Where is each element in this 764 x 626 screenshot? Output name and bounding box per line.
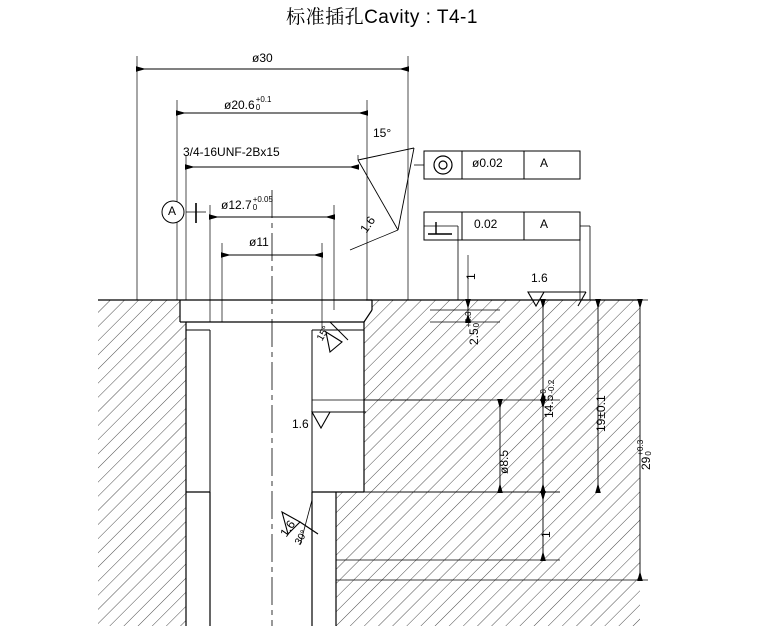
- dim-depth-2-5: 2.5 +0.3 0: [464, 311, 481, 345]
- page-title: 标准插孔Cavity : T4-1: [286, 7, 478, 28]
- tol-lower: 0: [644, 451, 653, 456]
- material-section: [98, 300, 640, 626]
- tol-upper: 0: [539, 389, 548, 394]
- dim-edge-bottom: 1: [539, 531, 553, 538]
- dim-thread: 3/4-16UNF-2Bx15: [183, 145, 280, 159]
- gdt-frame1-tolerance: ø0.02: [472, 156, 503, 170]
- dim-chamfer-angle: 15°: [373, 126, 392, 140]
- dim-counterbore-diameter: ø20.6 +0.1 0: [224, 95, 272, 112]
- tol-upper: +0.3: [464, 311, 473, 328]
- gdt-frame1-datum: A: [540, 156, 549, 170]
- dim-outer-diameter: ø30: [252, 51, 273, 65]
- dim-depth-14-5: 14.5 0 -0.2: [539, 379, 556, 418]
- tol-upper: +0.05: [252, 195, 273, 204]
- tol-upper: +0.1: [255, 95, 272, 104]
- tol-lower: 0: [252, 203, 258, 212]
- dim-depth-29: 29 +0.3 0: [636, 439, 653, 470]
- surface-finish-lower: 1.6: [277, 517, 299, 540]
- dim-small-bore: ø11: [249, 235, 269, 249]
- tol-lower: 0: [255, 103, 261, 112]
- surface-finish-chamfer: 1.6: [357, 213, 379, 236]
- dim-chamfer-angle3: 30°: [293, 528, 311, 547]
- extension-lines: [137, 56, 408, 330]
- gdt-frame2-tolerance: 0.02: [474, 217, 498, 231]
- tol-lower: 0: [472, 322, 481, 328]
- chamfer-leader: [350, 148, 414, 250]
- tol-lower: -0.2: [547, 379, 556, 394]
- dim-depth-19: 19±0.1: [594, 395, 608, 432]
- dim-edge-top: 1: [464, 273, 478, 280]
- surface-finish-middle: 1.6: [292, 417, 309, 431]
- tol-upper: +0.3: [636, 439, 645, 456]
- dim-pilot-bore: ø8.5: [497, 449, 511, 474]
- surface-finish-top: 1.6: [531, 271, 548, 285]
- gdt-frame2-datum: A: [540, 217, 549, 231]
- dim-bore-diameter: ø12.7 +0.05 0: [221, 195, 273, 212]
- datum-label-a: A: [168, 204, 177, 218]
- gdt-frames: [414, 151, 590, 300]
- dim-chamfer-angle2: 15°: [315, 324, 333, 343]
